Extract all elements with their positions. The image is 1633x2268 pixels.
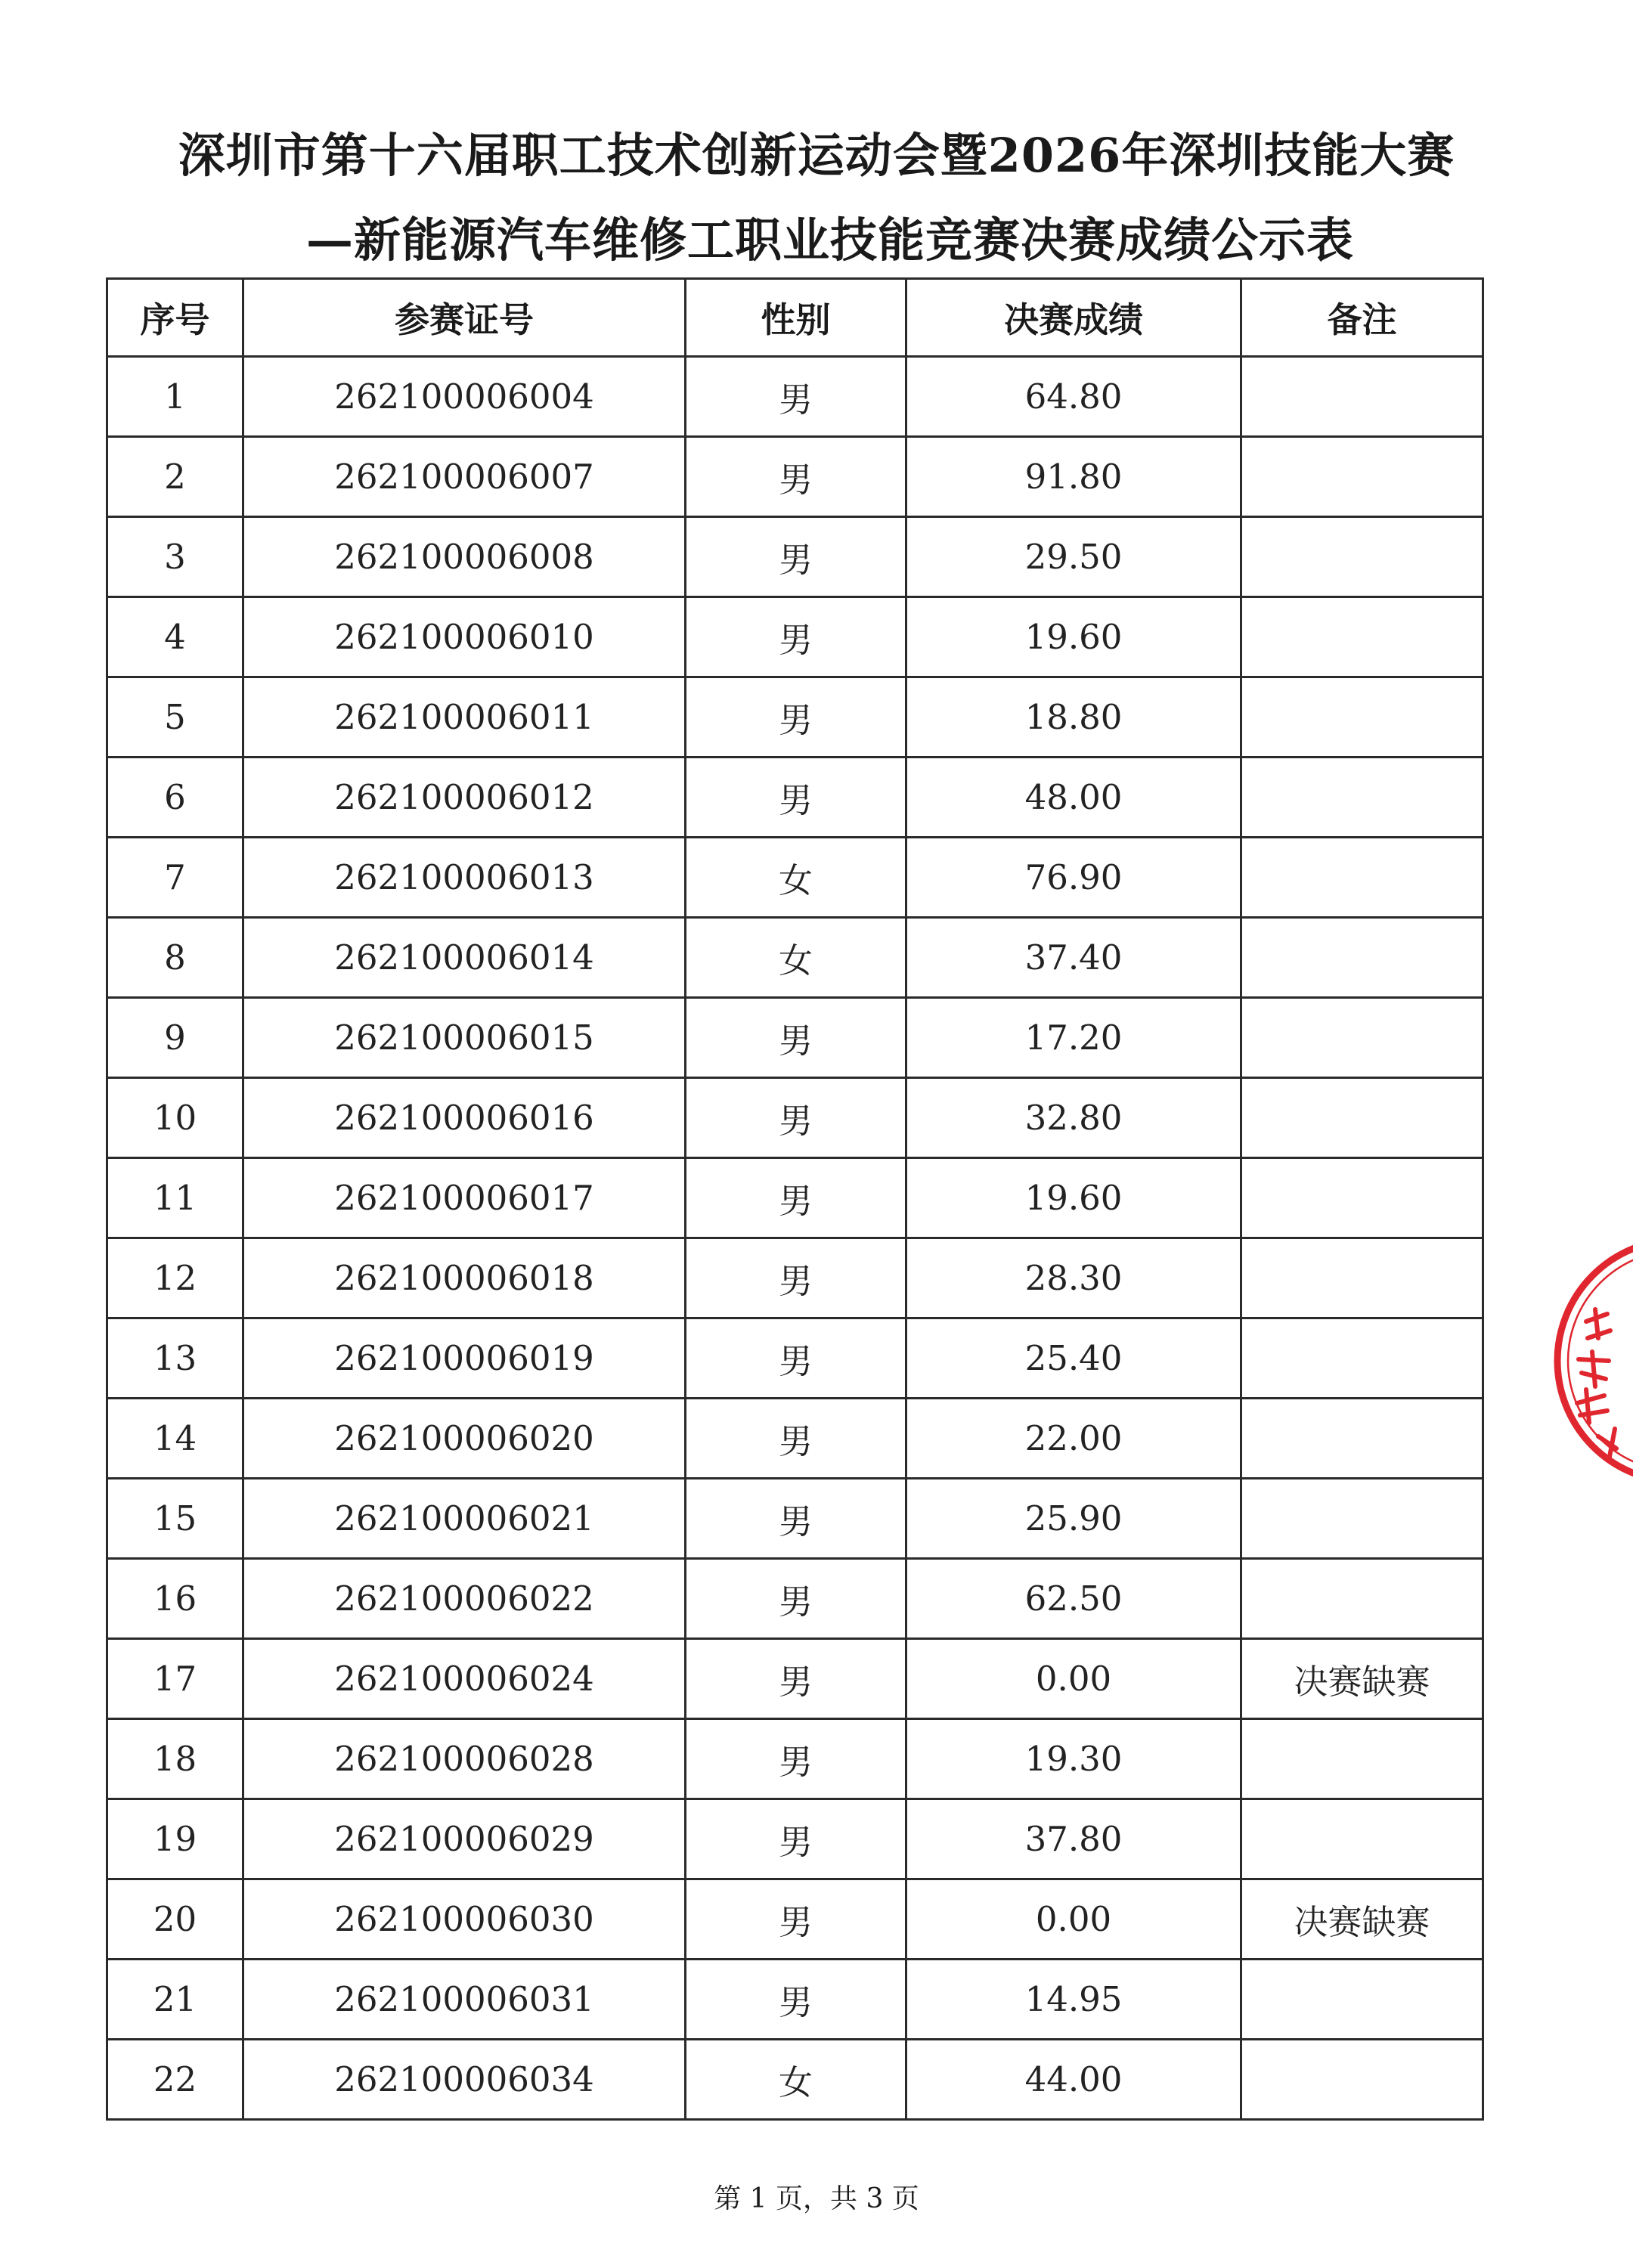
table-body: [107, 357, 1483, 2120]
cell-no: 15: [107, 1479, 243, 1559]
table-header-row: [107, 279, 1483, 357]
cell-cert: 262100006018: [243, 1238, 686, 1318]
cell-cert: 262100006034: [243, 2040, 686, 2120]
table-row: [107, 2040, 1483, 2120]
page-title: [0, 113, 1633, 283]
cell-gender: 男: [686, 1399, 906, 1479]
cell-remark: [1241, 758, 1483, 838]
cell-score: 19.60: [906, 597, 1241, 677]
cell-score: 91.80: [906, 437, 1241, 517]
cell-no: 1: [107, 357, 243, 437]
table-row: [107, 1559, 1483, 1639]
official-seal: [1542, 1225, 1633, 1497]
cell-cert: 262100006020: [243, 1399, 686, 1479]
table-row: [107, 1238, 1483, 1318]
column-header-gender: 性别: [686, 279, 906, 357]
cell-score: 64.80: [906, 357, 1241, 437]
table-row: [107, 1879, 1483, 1960]
cell-cert: 262100006029: [243, 1799, 686, 1879]
table-row: [107, 1399, 1483, 1479]
table-row: [107, 998, 1483, 1078]
cell-cert: 262100006010: [243, 597, 686, 677]
cell-cert: 262100006019: [243, 1318, 686, 1399]
cell-gender: 男: [686, 1879, 906, 1960]
cell-score: 0.00: [906, 1879, 1241, 1960]
cell-score: 0.00: [906, 1639, 1241, 1719]
cell-no: 12: [107, 1238, 243, 1318]
cell-no: 19: [107, 1799, 243, 1879]
cell-gender: 男: [686, 1719, 906, 1799]
cell-no: 21: [107, 1960, 243, 2040]
cell-remark: [1241, 1479, 1483, 1559]
cell-score: 17.20: [906, 998, 1241, 1078]
cell-cert: 262100006012: [243, 758, 686, 838]
table-row: [107, 357, 1483, 437]
cell-no: 6: [107, 758, 243, 838]
column-header-score: 决赛成绩: [906, 279, 1241, 357]
table-row: [107, 437, 1483, 517]
cell-no: 20: [107, 1879, 243, 1960]
table-row: [107, 1639, 1483, 1719]
table-row: [107, 677, 1483, 758]
cell-remark: [1241, 1719, 1483, 1799]
table-row: [107, 1479, 1483, 1559]
cell-cert: 262100006004: [243, 357, 686, 437]
cell-gender: 男: [686, 517, 906, 597]
cell-no: 4: [107, 597, 243, 677]
table-row: [107, 758, 1483, 838]
cell-gender: 男: [686, 998, 906, 1078]
cell-score: 19.30: [906, 1719, 1241, 1799]
cell-cert: 262100006011: [243, 677, 686, 758]
cell-cert: 262100006008: [243, 517, 686, 597]
cell-score: 32.80: [906, 1078, 1241, 1158]
cell-gender: 男: [686, 437, 906, 517]
cell-remark: [1241, 597, 1483, 677]
results-table: [106, 277, 1484, 2121]
cell-gender: 女: [686, 838, 906, 918]
cell-no: 17: [107, 1639, 243, 1719]
page-footer: 第 1 页，共 3 页: [714, 2183, 919, 2214]
table-row: [107, 1799, 1483, 1879]
cell-no: 14: [107, 1399, 243, 1479]
cell-no: 2: [107, 437, 243, 517]
cell-remark: [1241, 517, 1483, 597]
cell-remark: [1241, 1078, 1483, 1158]
cell-gender: 男: [686, 1639, 906, 1719]
cell-remark: [1241, 918, 1483, 998]
cell-cert: 262100006030: [243, 1879, 686, 1960]
cell-score: 44.00: [906, 2040, 1241, 2120]
cell-score: 29.50: [906, 517, 1241, 597]
cell-gender: 男: [686, 677, 906, 758]
cell-score: 37.80: [906, 1799, 1241, 1879]
cell-remark: [1241, 838, 1483, 918]
column-header-cert: 参赛证号: [243, 279, 686, 357]
cell-cert: 262100006017: [243, 1158, 686, 1238]
cell-gender: 男: [686, 758, 906, 838]
table-row: [107, 1158, 1483, 1238]
cell-no: 3: [107, 517, 243, 597]
cell-remark: [1241, 677, 1483, 758]
cell-score: 62.50: [906, 1559, 1241, 1639]
cell-gender: 男: [686, 1559, 906, 1639]
cell-no: 22: [107, 2040, 243, 2120]
cell-no: 18: [107, 1719, 243, 1799]
cell-score: 25.90: [906, 1479, 1241, 1559]
cell-remark: 决赛缺赛: [1241, 1639, 1483, 1719]
column-header-remark: 备注: [1241, 279, 1483, 357]
title-line-1: 深圳市第十六届职工技术创新运动会暨2026年深圳技能大赛: [178, 128, 1455, 183]
column-header-no: 序号: [107, 279, 243, 357]
cell-remark: [1241, 1960, 1483, 2040]
cell-score: 19.60: [906, 1158, 1241, 1238]
cell-no: 16: [107, 1559, 243, 1639]
cell-gender: 男: [686, 1158, 906, 1238]
cell-gender: 男: [686, 1479, 906, 1559]
cell-gender: 男: [686, 1799, 906, 1879]
cell-remark: [1241, 1559, 1483, 1639]
cell-no: 8: [107, 918, 243, 998]
cell-cert: 262100006007: [243, 437, 686, 517]
cell-gender: 男: [686, 597, 906, 677]
table-row: [107, 1719, 1483, 1799]
cell-remark: [1241, 1399, 1483, 1479]
cell-cert: 262100006028: [243, 1719, 686, 1799]
cell-no: 9: [107, 998, 243, 1078]
table-row: [107, 918, 1483, 998]
cell-no: 5: [107, 677, 243, 758]
cell-remark: [1241, 1799, 1483, 1879]
cell-gender: 女: [686, 2040, 906, 2120]
cell-score: 76.90: [906, 838, 1241, 918]
cell-score: 14.95: [906, 1960, 1241, 2040]
cell-cert: 262100006021: [243, 1479, 686, 1559]
cell-score: 22.00: [906, 1399, 1241, 1479]
table-row: [107, 517, 1483, 597]
cell-gender: 男: [686, 1960, 906, 2040]
cell-gender: 女: [686, 918, 906, 998]
cell-remark: [1241, 357, 1483, 437]
cell-cert: 262100006031: [243, 1960, 686, 2040]
cell-remark: [1241, 2040, 1483, 2120]
cell-cert: 262100006016: [243, 1078, 686, 1158]
cell-remark: [1241, 1238, 1483, 1318]
cell-cert: 262100006024: [243, 1639, 686, 1719]
table-row: [107, 1318, 1483, 1399]
cell-no: 13: [107, 1318, 243, 1399]
cell-remark: [1241, 1158, 1483, 1238]
cell-gender: 男: [686, 1318, 906, 1399]
cell-score: 25.40: [906, 1318, 1241, 1399]
cell-score: 18.80: [906, 677, 1241, 758]
title-line-2: —新能源汽车维修工职业技能竞赛决赛成绩公示表: [305, 212, 1354, 268]
cell-gender: 男: [686, 1238, 906, 1318]
cell-score: 37.40: [906, 918, 1241, 998]
cell-cert: 262100006014: [243, 918, 686, 998]
table-row: [107, 838, 1483, 918]
cell-no: 7: [107, 838, 243, 918]
cell-score: 28.30: [906, 1238, 1241, 1318]
cell-cert: 262100006015: [243, 998, 686, 1078]
cell-remark: [1241, 1318, 1483, 1399]
table-row: [107, 1078, 1483, 1158]
cell-no: 10: [107, 1078, 243, 1158]
table-row: [107, 1960, 1483, 2040]
cell-no: 11: [107, 1158, 243, 1238]
cell-gender: 男: [686, 1078, 906, 1158]
cell-remark: 决赛缺赛: [1241, 1879, 1483, 1960]
cell-remark: [1241, 437, 1483, 517]
cell-remark: [1241, 998, 1483, 1078]
cell-cert: 262100006022: [243, 1559, 686, 1639]
cell-score: 48.00: [906, 758, 1241, 838]
cell-cert: 262100006013: [243, 838, 686, 918]
table-row: [107, 597, 1483, 677]
cell-gender: 男: [686, 357, 906, 437]
